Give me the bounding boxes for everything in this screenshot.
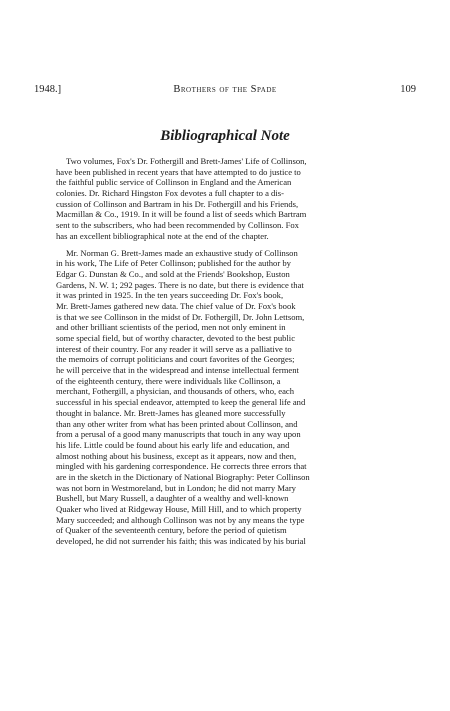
text-line: of the eighteenth century, there were individuals like Collinson, a bbox=[56, 375, 281, 386]
text-line: and other brilliant scientists of the period, men not only eminent in bbox=[56, 322, 286, 333]
text-line: than any other writer from what has been printed about Collinson, and bbox=[56, 418, 298, 429]
text-line: the faithful public service of Collinson in England and the American bbox=[56, 177, 292, 188]
text-line: was not born in Westmoreland, but in London; he did not marry Mary bbox=[56, 482, 296, 493]
running-head-title: Brothers of the Spade bbox=[173, 84, 277, 95]
text-line: thought in balance. Mr. Brett-James has gleaned more successfully bbox=[56, 407, 286, 418]
text-line: cussion of Collinson and Bartram in his Dr. Fothergill and his Friends, bbox=[56, 198, 299, 209]
body-text bbox=[56, 156, 395, 547]
text-line: some special field, but of worthy character, devoted to the best public bbox=[56, 333, 296, 343]
text-line: merchant, Fothergill, a physician, and thousands of others, who, each bbox=[56, 386, 295, 397]
text-line: Macmillan & Co., 1919. In it will be found a list of seeds which Bartram bbox=[56, 209, 307, 220]
text-line: of Quaker of the seventeenth century, before the period of quietism bbox=[56, 525, 287, 536]
text-line: are in the sketch in the Dictionary of National Biography: Peter Collinson bbox=[56, 471, 310, 482]
paragraph bbox=[56, 248, 395, 547]
text-line: Quaker who lived at Ridgeway House, Mill Hill, and to which property bbox=[56, 504, 302, 514]
text-line: Mary succeeded; and although Collinson was not by any means the type bbox=[56, 514, 305, 525]
text-line: Mr. Brett-James gathered new data. The chief value of Dr. Fox's book bbox=[56, 300, 296, 311]
text-line: Bushell, but Mary Russell, a daughter of a wealthy and well-known bbox=[56, 493, 289, 504]
text-line: successful in his special endeavor, attempted to keep the general life and bbox=[56, 397, 306, 408]
text-line: mingled with his gardening correspondence. He corrects three errors that bbox=[56, 461, 307, 472]
text-line: is that we see Collinson in the midst of Dr. Fothergill, Dr. John Lettsom, bbox=[56, 311, 305, 322]
text-line: Gardens, N. W. 1; 292 pages. There is no date, but there is evidence that bbox=[56, 279, 304, 290]
text-line: colonies. Dr. Richard Hingston Fox devotes a full chapter to a dis- bbox=[56, 188, 284, 199]
page-number: 109 bbox=[400, 84, 416, 95]
text-line: developed, he did not surrender his faith; this was indicated by his burial bbox=[56, 536, 306, 547]
text-line: interest of their country. For any reader it will serve as a palliative to bbox=[56, 343, 292, 354]
text-line: has an excellent bibliographical note at the end of the chapter. bbox=[56, 230, 269, 241]
running-head-year: 1948.] bbox=[34, 84, 62, 95]
paragraph bbox=[56, 156, 395, 242]
text-line: Two volumes, Fox's Dr. Fothergill and Brett-James' Life of Collinson, bbox=[66, 156, 307, 166]
text-line: from a perusal of a good many manuscripts that touch in any way upon bbox=[56, 429, 301, 440]
text-line: have been published in recent years that have attempted to do justice to bbox=[56, 166, 301, 177]
text-line: Edgar G. Dunstan & Co., and sold at the Friends' Bookshop, Euston bbox=[56, 268, 290, 279]
section-title: Bibliographical Note bbox=[160, 128, 290, 144]
text-line: in his work, The Life of Peter Collinson; published for the author by bbox=[56, 258, 291, 269]
text-line: Mr. Norman G. Brett-James made an exhaustive study of Collinson bbox=[66, 247, 298, 258]
text-line: the memoirs of corrupt politicians and court favorites of the Georges; bbox=[56, 354, 295, 365]
text-line: sent to the subscribers, who had been recommended by Collinson. Fox bbox=[56, 220, 299, 231]
text-line: he will perceive that in the widespread and intense intellectual ferment bbox=[56, 365, 299, 376]
running-head bbox=[34, 84, 416, 100]
text-line: almost nothing about his business, except as it appears, now and then, bbox=[56, 450, 297, 461]
text-line: it was printed in 1925. In the ten years succeeding Dr. Fox's book, bbox=[56, 290, 284, 301]
text-line: his life. Little could be found about his early life and education, and bbox=[56, 439, 290, 450]
